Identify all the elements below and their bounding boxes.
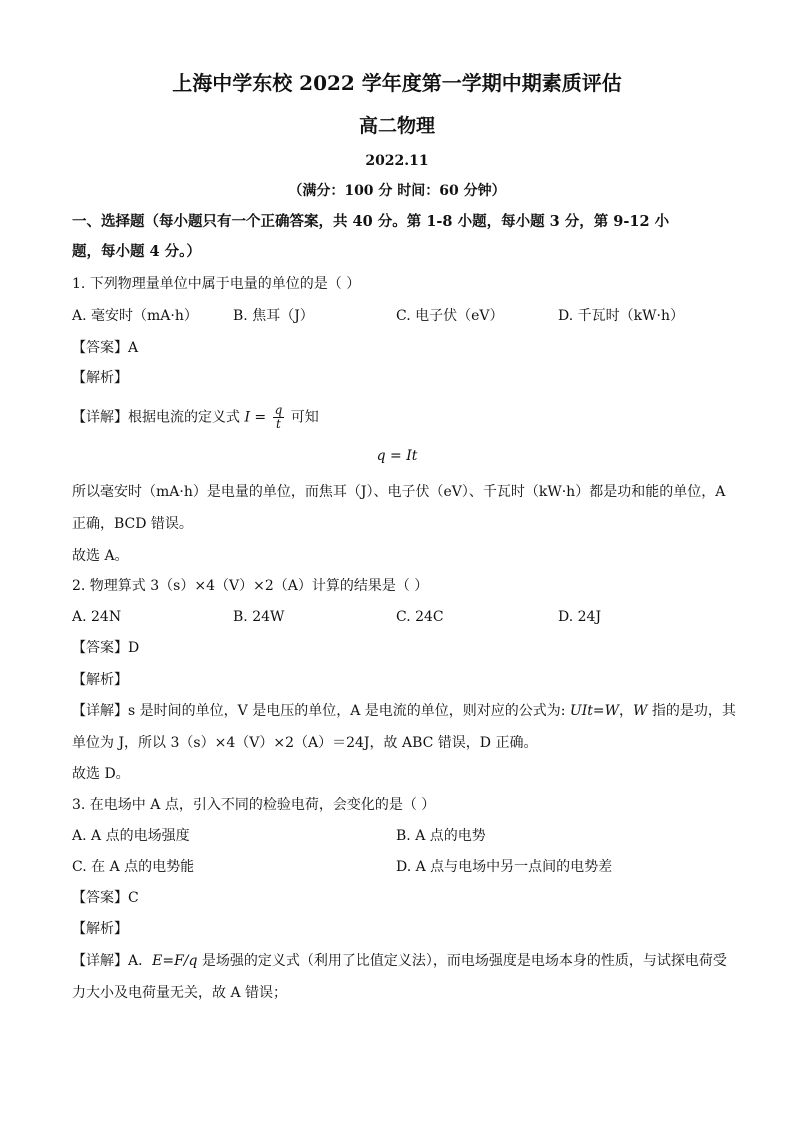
q1-detail — [72, 404, 319, 431]
q2-stem: 2. 物理算式 3（s）×4（V）×2（A）计算的结果是（ ） — [72, 578, 429, 594]
section-heading-line2: 题，每小题 4 分。） — [72, 243, 201, 260]
q3-analysis-label: 【解析】 — [72, 921, 128, 937]
q1-explain-line1: 所以毫安时（mA·h）是电量的单位，而焦耳（J）、电子伏（eV）、千瓦时（kW·h）都是功和能的单位，A — [72, 484, 726, 500]
q1-detail-prefix: 【详解】根据电流的定义式 — [72, 409, 240, 426]
q3-option-c: C. 在 A 点的电势能 — [72, 859, 195, 875]
q1-option-c: C. 电子伏（eV） — [396, 308, 504, 324]
q3-explain-line1 — [72, 951, 727, 971]
q2-explain-line2: 单位为 J，所以 3（s）×4（V）×2（A）＝24J，故 ABC 错误，D 正确。 — [72, 735, 538, 751]
q2-answer: 【答案】D — [72, 640, 140, 656]
q3-answer: 【答案】C — [72, 890, 139, 906]
q2-option-c: C. 24C — [396, 609, 444, 625]
q1-conclusion: 故选 A。 — [72, 548, 129, 564]
q1-option-a: A. 毫安时（mA·h） — [72, 308, 198, 324]
subject-title: 高二物理 — [358, 115, 435, 137]
q2-option-a: A. 24N — [72, 609, 122, 625]
q3-option-a: A. A 点的电场强度 — [72, 828, 190, 844]
q2-explain-pre: 【详解】s 是时间的单位，V 是电压的单位，A 是电流的单位，则对应的公式为: — [72, 703, 570, 719]
q2-explain-w: W — [633, 703, 648, 719]
q1-detail-suffix: 可知 — [290, 409, 319, 426]
q1-formula-lhs: I = — [244, 409, 267, 426]
q1-option-d: D. 千瓦时（kW·h） — [558, 308, 684, 324]
q3-stem: 3. 在电场中 A 点，引入不同的检验电荷，会变化的是（ ） — [72, 797, 436, 813]
fraction-numerator: q — [274, 403, 283, 417]
q1-formula-display: q = It — [376, 448, 418, 464]
q3-explain-post: 是场强的定义式（利用了比值定义法），而电场强度是电场本身的性质，与试探电荷受 — [197, 953, 727, 969]
q3-explain-line2: 力大小及电荷量无关，故 A 错误； — [72, 985, 288, 1001]
q2-explain-post: 指的是功，其 — [647, 703, 736, 719]
q3-option-b: B. A 点的电势 — [396, 828, 486, 844]
q1-option-b: B. 焦耳（J） — [233, 308, 314, 324]
q1-stem: 1. 下列物理量单位中属于电量的单位的是（ ） — [72, 276, 361, 292]
q2-option-d: D. 24J — [558, 609, 602, 625]
q3-option-d: D. A 点与电场中另一点间的电势差 — [396, 859, 613, 875]
q2-option-b: B. 24W — [233, 609, 285, 625]
q2-analysis-label: 【解析】 — [72, 672, 128, 688]
q2-explain-mid: ， — [619, 703, 633, 719]
fraction-denominator: t — [276, 417, 281, 431]
q1-explain-line2: 正确，BCD 错误。 — [72, 516, 193, 532]
q3-explain-formula: E=F/q — [152, 953, 198, 969]
exam-meta: （满分：100 分 时间：60 分钟） — [288, 183, 506, 199]
q1-answer: 【答案】A — [72, 340, 139, 356]
q1-formula-fraction — [273, 404, 285, 431]
q1-analysis-label: 【解析】 — [72, 370, 128, 386]
section-heading-line1: 一、选择题（每小题只有一个正确答案，共 40 分。第 1-8 小题，每小题 3 分，第 9-12 小 — [72, 213, 670, 230]
document-title: 上海中学东校 2022 学年度第一学期中期素质评估 — [172, 71, 622, 95]
exam-date: 2022.11 — [365, 153, 429, 169]
q3-explain-pre: 【详解】A． — [72, 953, 153, 969]
q2-conclusion: 故选 D。 — [72, 766, 130, 782]
q2-explain-line1 — [72, 701, 736, 721]
q2-explain-formula: UIt=W — [569, 703, 619, 719]
